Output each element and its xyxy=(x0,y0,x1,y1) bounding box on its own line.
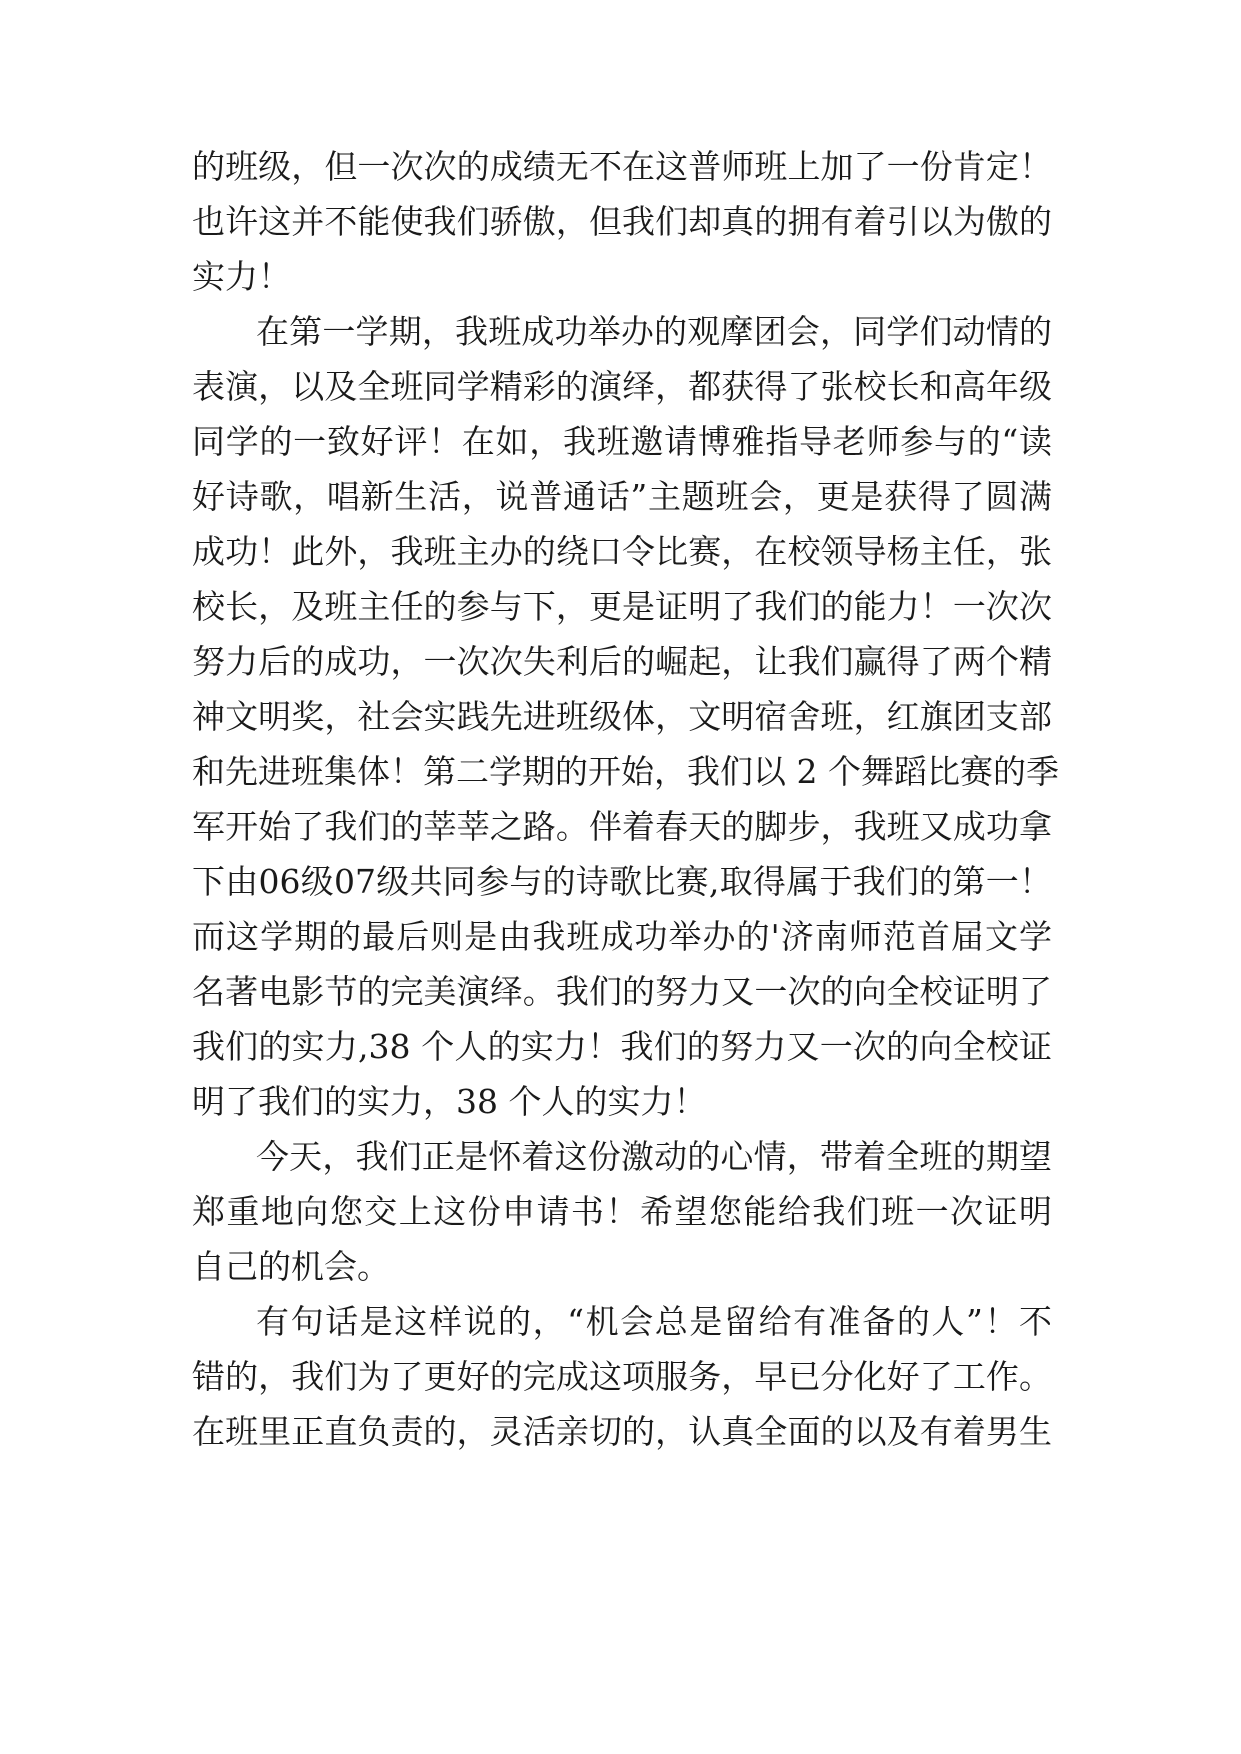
text-line: 我们的实力,38 个人的实力！我们的努力又一次的向全校证 xyxy=(192,1027,1052,1066)
text-line: 同学的一致好评！在如，我班邀请博雅指导老师参与的“读 xyxy=(192,422,1052,461)
text-line: 也许这并不能使我们骄傲，但我们却真的拥有着引以为傲的 xyxy=(192,202,1052,241)
text-line: 校长，及班主任的参与下，更是证明了我们的能力！一次次 xyxy=(192,587,1052,626)
text-line: 自己的机会。 xyxy=(192,1247,390,1286)
text-line: 的班级，但一次次的成绩无不在这普师班上加了一份肯定！ xyxy=(192,147,1052,186)
text-line: 下由06级07级共同参与的诗歌比赛,取得属于我们的第一！ xyxy=(192,862,1052,901)
paragraph-first-line: 有句话是这样说的，“机会总是留给有准备的人”！不 xyxy=(256,1302,1052,1341)
text-line: 在班里正直负责的，灵活亲切的，认真全面的以及有着男生 xyxy=(192,1412,1052,1451)
text-line: 神文明奖，社会实践先进班级体，文明宿舍班，红旗团支部 xyxy=(192,697,1052,736)
text-line: 错的，我们为了更好的完成这项服务，早已分化好了工作。 xyxy=(192,1357,1052,1396)
text-line: 努力后的成功，一次次失利后的崛起，让我们赢得了两个精 xyxy=(192,642,1052,681)
text-line: 好诗歌，唱新生活，说普通话”主题班会，更是获得了圆满 xyxy=(192,477,1052,516)
text-line: 成功！此外，我班主办的绕口令比赛，在校领导杨主任，张 xyxy=(192,532,1052,571)
text-line: 和先进班集体！第二学期的开始，我们以 2 个舞蹈比赛的季 xyxy=(192,752,1059,791)
text-line: 军开始了我们的莘莘之路。伴着春天的脚步，我班又成功拿 xyxy=(192,807,1052,846)
text-line: 名著电影节的完美演绎。我们的努力又一次的向全校证明了 xyxy=(192,972,1052,1011)
text-line: 而这学期的最后则是由我班成功举办的'济南师范首届文学 xyxy=(192,917,1052,956)
text-line: 实力！ xyxy=(192,257,291,296)
text-line: 明了我们的实力，38 个人的实力！ xyxy=(192,1082,707,1121)
text-line: 表演，以及全班同学精彩的演绎，都获得了张校长和高年级 xyxy=(192,367,1052,406)
text-line: 郑重地向您交上这份申请书！希望您能给我们班一次证明 xyxy=(192,1192,1052,1231)
paragraph-first-line: 在第一学期，我班成功举办的观摩团会，同学们动情的 xyxy=(256,312,1052,351)
paragraph-first-line: 今天，我们正是怀着这份激动的心情，带着全班的期望 xyxy=(256,1137,1052,1176)
